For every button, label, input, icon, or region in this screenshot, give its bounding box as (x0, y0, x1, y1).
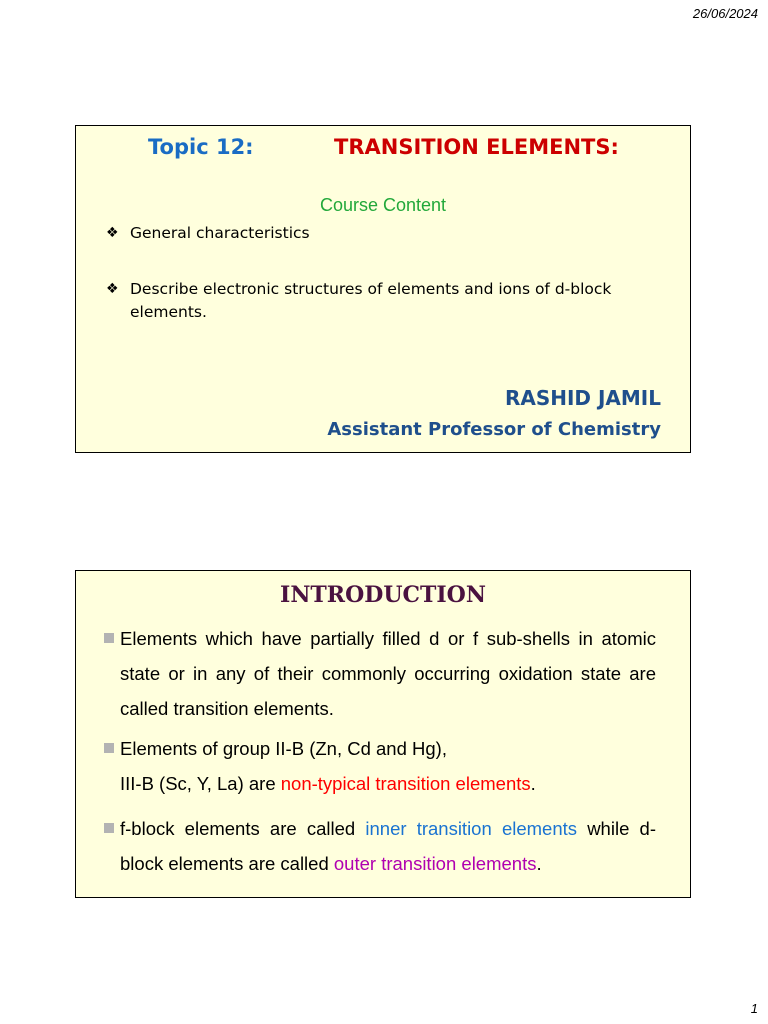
outer-transition-highlight: outer transition elements (333, 853, 537, 874)
non-typical-highlight: non-typical transition elements (280, 773, 531, 794)
intro-bullet-text: . (530, 773, 536, 794)
topic-title: TRANSITION ELEMENTS: (334, 135, 619, 159)
topic-label: Topic 12: (148, 135, 254, 159)
intro-bullet (120, 621, 656, 726)
intro-title: INTRODUCTION (280, 582, 486, 608)
inner-transition-highlight: inner transition elements (365, 818, 578, 839)
diamond-bullet-icon: ❖ (106, 281, 119, 297)
intro-bullet-text: Elements which have partially filled d or f sub-shells in atomic state or in any of their commonly occurring oxidation state are called transition elements. (120, 628, 656, 719)
intro-bullet-text: . (536, 853, 542, 874)
intro-bullet-text: f-block elements are called (120, 818, 366, 839)
square-bullet-icon (104, 633, 114, 643)
square-bullet-icon (104, 743, 114, 753)
slide-topic-overview (75, 125, 691, 453)
page-date: 26/06/2024 (692, 6, 758, 21)
diamond-bullet-icon: ❖ (106, 225, 119, 241)
slide-title-row (148, 135, 619, 159)
intro-bullet-text: Elements of group II-B (Zn, Cd and Hg), (120, 738, 447, 759)
course-bullet (106, 278, 660, 324)
course-bullet (106, 222, 660, 245)
course-content-heading: Course Content (319, 195, 447, 215)
course-bullet-text: Describe electronic structures of elements and ions of d-block elements. (130, 280, 612, 321)
intro-bullet (120, 731, 656, 801)
slide-introduction (75, 570, 691, 898)
intro-bullet (120, 811, 656, 881)
author-role: Assistant Professor of Chemistry (327, 419, 661, 440)
intro-bullet-text: III-B (Sc, Y, La) are (120, 773, 281, 794)
square-bullet-icon (104, 823, 114, 833)
author-name: RASHID JAMIL (504, 386, 661, 410)
page-number: 1 (750, 1001, 758, 1016)
intro-bullet-text: while d-block elements are called (120, 818, 656, 874)
course-bullet-text: General characteristics (130, 224, 310, 242)
